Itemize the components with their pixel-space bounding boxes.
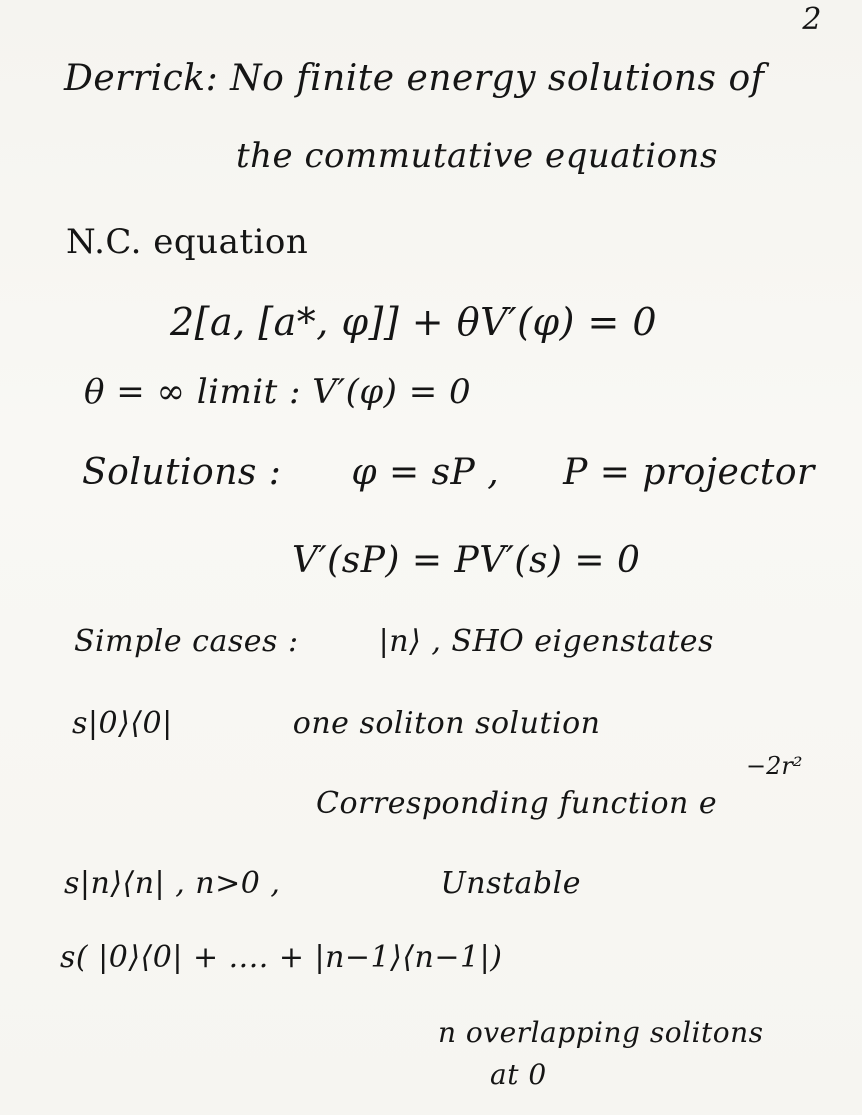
- one-soliton-description: one soliton solution: [292, 706, 601, 741]
- overlapping-solitons-line-2: at 0: [490, 1058, 547, 1091]
- gaussian-exponent: −2r²: [746, 752, 803, 780]
- solutions-label: Solutions :: [82, 452, 282, 493]
- nc-equation: 2[a, [a*, φ]] + θV′(φ) = 0: [170, 300, 658, 344]
- one-soliton-line: [72, 706, 601, 741]
- page-number: 2: [802, 2, 822, 37]
- sho-eigenstates: |n⟩ , SHO eigenstates: [378, 624, 714, 659]
- one-soliton-state: s|0⟩⟨0|: [72, 706, 173, 741]
- corresponding-function: Corresponding function e: [316, 786, 718, 821]
- unstable-line: [64, 866, 581, 901]
- derrick-statement-line-2: the commutative equations: [236, 136, 718, 176]
- nc-equation-label: N.C. equation: [66, 222, 309, 262]
- higher-state-projector: s|n⟩⟨n| , n>0 ,: [64, 866, 281, 901]
- solutions-projector: P = projector: [563, 452, 815, 493]
- simple-cases-label: Simple cases :: [74, 624, 299, 659]
- derrick-statement-line-1: Derrick: No finite energy solutions of: [64, 58, 765, 99]
- solutions-phi: φ = sP ,: [351, 452, 500, 493]
- simple-cases-line: [74, 624, 714, 659]
- theta-infinity-limit: θ = ∞ limit : V′(φ) = 0: [84, 372, 472, 412]
- unstable-label: Unstable: [440, 866, 581, 901]
- sum-of-projectors: s( |0⟩⟨0| + .... + |n−1⟩⟨n−1|): [60, 940, 503, 975]
- solutions-line: [82, 452, 815, 493]
- overlapping-solitons-line-1: n overlapping solitons: [438, 1016, 764, 1049]
- projector-potential-equation: V′(sP) = PV′(s) = 0: [292, 540, 641, 581]
